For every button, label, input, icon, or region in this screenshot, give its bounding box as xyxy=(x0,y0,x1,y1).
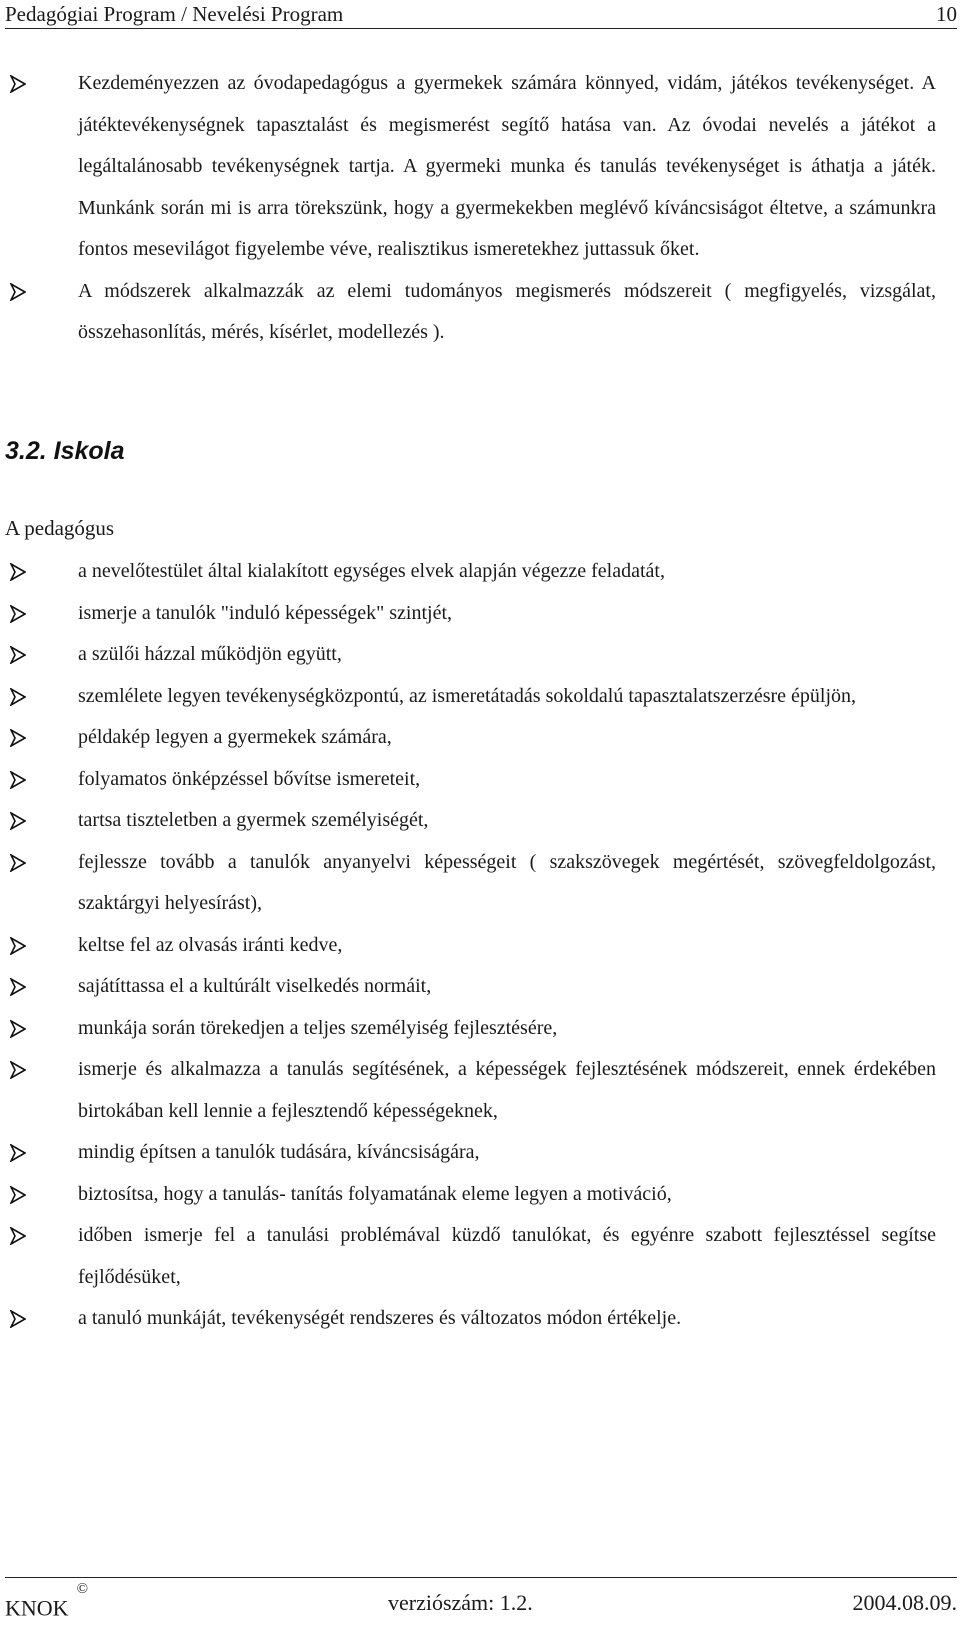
list-item-text: a szülői házzal működjön együtt, xyxy=(78,643,342,665)
list-item xyxy=(0,842,960,925)
footer-version: verziószám: 1.2. xyxy=(388,1590,533,1615)
list-item-text: tartsa tiszteletben a gyermek személyiségét, xyxy=(78,809,429,831)
section-heading: 3.2. Iskola xyxy=(5,437,125,465)
list-item-text: fejlessze tovább a tanulók anyanyelvi képességeit ( szakszövegek megértését, szövegfeldolgozást, szaktárgyi helyesírást), xyxy=(78,850,936,914)
list-item xyxy=(0,1049,960,1132)
list-item xyxy=(0,759,960,801)
arrowhead-bullet-icon xyxy=(8,1215,30,1257)
list-item-text: A módszerek alkalmazzák az elemi tudományos megismerés módszereit ( megfigyelés, vizsgálat, összehasonlítás, mérés, kísérlet, modellezés ). xyxy=(78,279,936,343)
list-item xyxy=(0,717,960,759)
arrowhead-bullet-icon xyxy=(8,551,30,593)
arrowhead-bullet-icon xyxy=(8,593,30,635)
arrowhead-bullet-icon xyxy=(8,966,30,1008)
section-intro: A pedagógus xyxy=(5,516,115,540)
footer-org-name: KNOK xyxy=(5,1595,69,1621)
arrowhead-bullet-icon xyxy=(8,271,30,313)
list-item xyxy=(0,271,960,354)
arrowhead-bullet-icon xyxy=(8,1008,30,1050)
list-item xyxy=(0,800,960,842)
arrowhead-bullet-icon xyxy=(8,676,30,718)
header-title: Pedagógiai Program / Nevelési Program xyxy=(5,2,344,26)
page-footer xyxy=(5,1577,957,1621)
arrowhead-bullet-icon xyxy=(8,634,30,676)
list-item-text: időben ismerje fel a tanulási problémával küzdő tanulókat, és egyénre szabott fejlesztéssel segítse fejlődésüket, xyxy=(78,1224,936,1288)
list-item-text: ismerje a tanulók "induló képességek" szintjét, xyxy=(78,601,453,624)
arrowhead-bullet-icon xyxy=(8,1298,30,1340)
list-item xyxy=(0,634,960,676)
list-item xyxy=(0,676,960,718)
arrowhead-bullet-icon xyxy=(8,925,30,967)
list-item-text: mindig építsen a tanulók tudására, kíváncsiságára, xyxy=(78,1141,480,1163)
footer-date: 2004.08.09. xyxy=(852,1590,957,1615)
page-number: 10 xyxy=(936,2,957,26)
arrowhead-bullet-icon xyxy=(8,1049,30,1091)
school-list xyxy=(0,551,960,1340)
list-item-text: folyamatos önképzéssel bővítse ismereteit, xyxy=(78,767,421,790)
list-item-text: keltse fel az olvasás iránti kedve, xyxy=(78,933,343,956)
list-item xyxy=(0,1174,960,1216)
arrowhead-bullet-icon xyxy=(8,1132,30,1174)
list-item xyxy=(0,551,960,593)
list-item xyxy=(0,63,960,271)
copyright-symbol: © xyxy=(76,1581,88,1597)
list-item-text: példakép legyen a gyermekek számára, xyxy=(78,726,392,748)
arrowhead-bullet-icon xyxy=(8,759,30,801)
arrowhead-bullet-icon xyxy=(8,717,30,759)
list-item-text: Kezdeményezzen az óvodapedagógus a gyermekek számára könnyed, vidám, játékos tevékenységet. A játéktevékenységnek tapasztalást és megismerést segítő hatása van. Az óvodai nevelés a játékot a legáltalánosabb tevékenységnek tartja. A gyermeki munka és tanulás tevékenységet is áthatja a játék. Munkánk során mi is arra törekszünk, hogy a gyermekekben meglévő kíváncsiságot éltetve, a számunkra fontos mesevilágot figyelembe véve, realisztikus ismeretekhez juttassuk őket. xyxy=(78,72,936,260)
list-item xyxy=(0,1298,960,1340)
list-item xyxy=(0,1215,960,1298)
list-item-text: biztosítsa, hogy a tanulás- tanítás folyamatának eleme legyen a motiváció, xyxy=(78,1182,672,1205)
list-item-text: sajátíttassa el a kultúrált viselkedés normáit, xyxy=(78,975,432,997)
arrowhead-bullet-icon xyxy=(8,800,30,842)
list-item-text: szemlélete legyen tevékenységközpontú, az ismeretátadás sokoldalú tapasztalatszerzésre épüljön, xyxy=(78,684,857,707)
list-item xyxy=(0,1008,960,1050)
top-list xyxy=(0,63,960,354)
list-item-text: ismerje és alkalmazza a tanulás segítésének, a képességek fejlesztésének módszereit, ennek érdekében birtokában kell lennie a fejlesztendő képességeknek, xyxy=(78,1058,936,1122)
arrowhead-bullet-icon xyxy=(8,63,30,105)
list-item xyxy=(0,593,960,635)
arrowhead-bullet-icon xyxy=(8,1174,30,1216)
list-item-text: munkája során törekedjen a teljes személyiség fejlesztésére, xyxy=(78,1016,558,1039)
list-item xyxy=(0,966,960,1008)
list-item-text: a nevelőtestület által kialakított egységes elvek alapján végezze feladatát, xyxy=(78,560,665,582)
list-item xyxy=(0,925,960,967)
list-item xyxy=(0,1132,960,1174)
page-header xyxy=(5,0,957,29)
list-item-text: a tanuló munkáját, tevékenységét rendszeres és változatos módon értékelje. xyxy=(78,1307,682,1329)
footer-org xyxy=(5,1578,88,1633)
arrowhead-bullet-icon xyxy=(8,842,30,884)
